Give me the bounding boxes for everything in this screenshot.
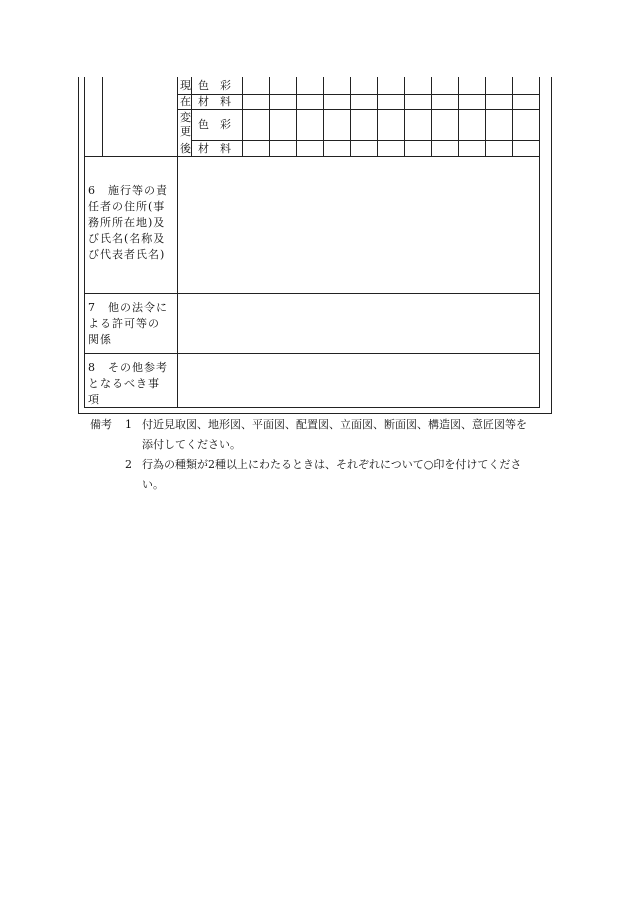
grid-column-line xyxy=(269,77,270,157)
application-form-table xyxy=(78,77,552,414)
inner-bottom-border xyxy=(84,407,540,408)
grid-row-line xyxy=(191,140,540,141)
note-2-text-line1: 行為の種類が2種以上にわたるときは、それぞれについて○印を付けてくださ xyxy=(142,458,522,471)
grid-start-line xyxy=(242,77,243,157)
item-8-line: 項 xyxy=(88,393,100,406)
inner-left-border xyxy=(84,77,85,408)
item-8-input-area[interactable] xyxy=(178,354,539,407)
current-color-label: 色 彩 xyxy=(198,79,231,92)
grid-column-line xyxy=(431,77,432,157)
grid-column-line xyxy=(485,77,486,157)
outer-bottom-border xyxy=(78,413,552,414)
note-2-number: 2 xyxy=(125,458,132,471)
item-7-input-area[interactable] xyxy=(178,294,539,353)
item-7-line: 関係 xyxy=(88,333,112,346)
outer-right-border xyxy=(551,77,552,414)
grid-column-line xyxy=(350,77,351,157)
top-left-column-line xyxy=(102,77,103,157)
changed-material-label: 材 料 xyxy=(198,142,231,155)
current-label-1: 現 xyxy=(180,79,191,92)
item-8-line: となるべき事 xyxy=(88,377,160,390)
changed-label-3: 後 xyxy=(180,142,191,155)
grid-column-line xyxy=(296,77,297,157)
item-6-input-area[interactable] xyxy=(178,157,539,293)
outer-left-border xyxy=(78,77,79,414)
current-material-label: 材 料 xyxy=(198,95,231,108)
inner-right-border xyxy=(539,77,540,408)
item-6-line: び氏名(名称及 xyxy=(88,232,166,245)
note-1-number: 1 xyxy=(125,418,132,431)
changed-color-label: 色 彩 xyxy=(198,118,231,131)
item-6-line: び代表者氏名) xyxy=(88,248,166,261)
item-6-line: 務所所在地)及 xyxy=(88,216,166,229)
current-label-2: 在 xyxy=(180,95,191,108)
note-1-text-line1: 付近見取図、地形図、平面図、配置図、立面図、断面図、構造図、意匠図等を xyxy=(142,418,527,431)
item-8-line: 8 その他参考 xyxy=(88,361,168,374)
changed-label-2: 更 xyxy=(180,125,191,138)
note-1-text-line2: 添付してください。 xyxy=(142,438,241,451)
grid-column-line xyxy=(377,77,378,157)
grid-column-line xyxy=(323,77,324,157)
grid-column-line xyxy=(512,77,513,157)
note-2-text-line2: い。 xyxy=(142,478,164,491)
item-7-line: 7 他の法令に xyxy=(88,301,168,314)
remarks-heading: 備考 xyxy=(90,418,112,431)
grid-column-line xyxy=(404,77,405,157)
changed-label-1: 変 xyxy=(180,111,191,124)
item-7-line: よる許可等の xyxy=(88,317,160,330)
grid-column-line xyxy=(458,77,459,157)
item-6-line: 6 施行等の責 xyxy=(88,184,168,197)
item-6-line: 任者の住所(事 xyxy=(88,200,166,213)
subgroup-column-line xyxy=(191,77,192,157)
